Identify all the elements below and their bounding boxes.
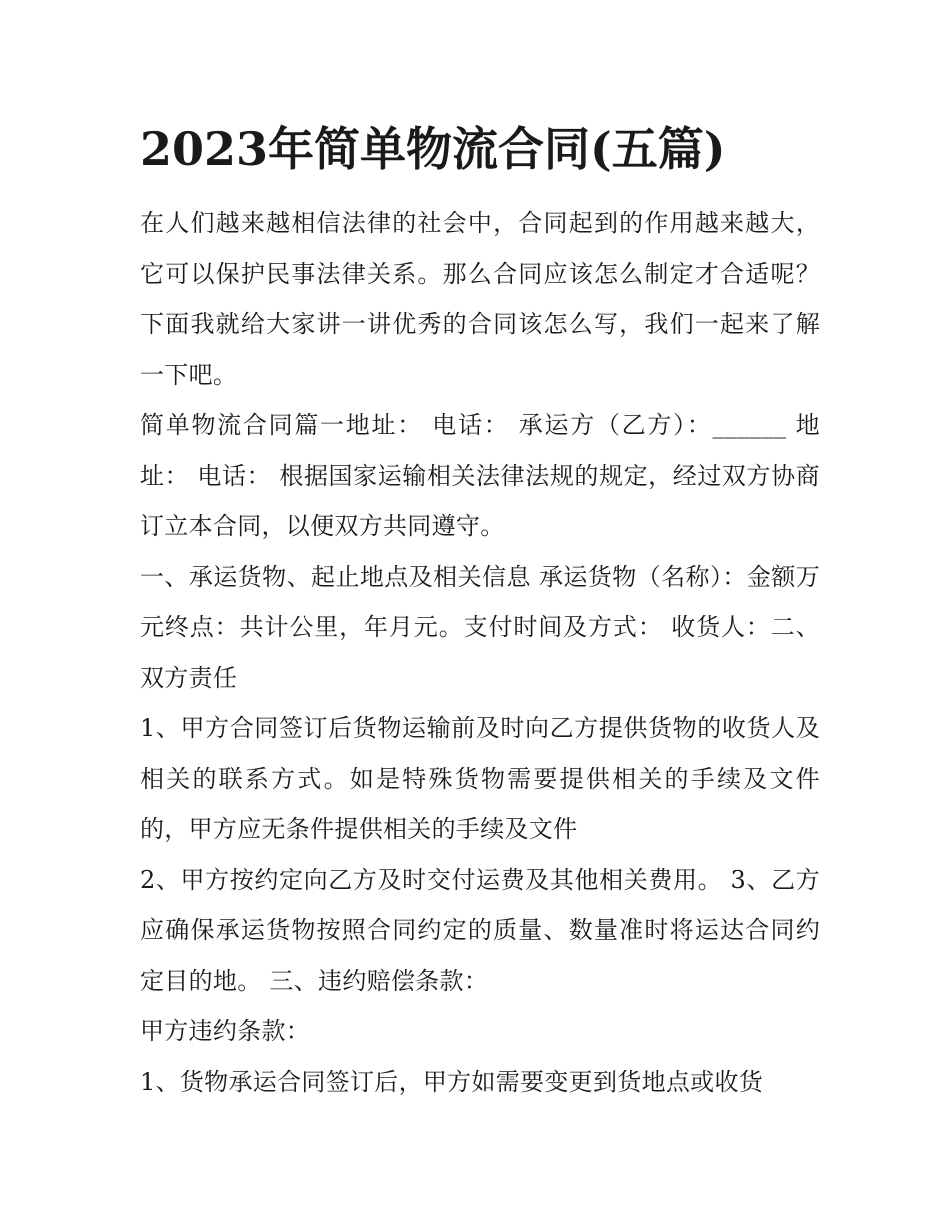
document-page — [140, 118, 820, 1107]
paragraph-section-one: 一、承运货物、起止地点及相关信息 承运货物（名称）：金额万元终点：共计公里，年月元。支付时间及方式： 收货人：二、双方责任 — [140, 562, 820, 692]
paragraph-party-a-breach: 甲方违约条款： — [140, 1017, 311, 1045]
paragraph-contract-one-header: 简单物流合同篇一地址： 电话： 承运方（乙方）：______ 地址： 电话： 根据国家运输相关法律法规的规定，经过双方协商订立本合同，以便双方共同遵守。 — [140, 411, 820, 540]
document-title: 2023年简单物流合同(五篇) — [140, 122, 726, 176]
paragraph-intro: 在人们越来越相信法律的社会中，合同起到的作用越来越大，它可以保护民事法律关系。那么合同应该怎么制定才合适呢？下面我就给大家讲一讲优秀的合同该怎么写，我们一起来了解一下吧。 — [140, 209, 820, 389]
paragraph-clause-1: 1、甲方合同签订后货物运输前及时向乙方提供货物的收货人及相关的联系方式。如是特殊货物需要提供相关的手续及文件的，甲方应无条件提供相关的手续及文件 — [140, 714, 820, 843]
paragraph-breach-clause-1: 1、货物承运合同签订后，甲方如需要变更到货地点或收货 — [140, 1067, 764, 1096]
paragraph-clause-2: 2、甲方按约定向乙方及时交付运费及其他相关费用。 3、乙方应确保承运货物按照合同约定的质量、数量准时将运达合同约定目的地。 三、违约赔偿条款： — [140, 865, 820, 995]
